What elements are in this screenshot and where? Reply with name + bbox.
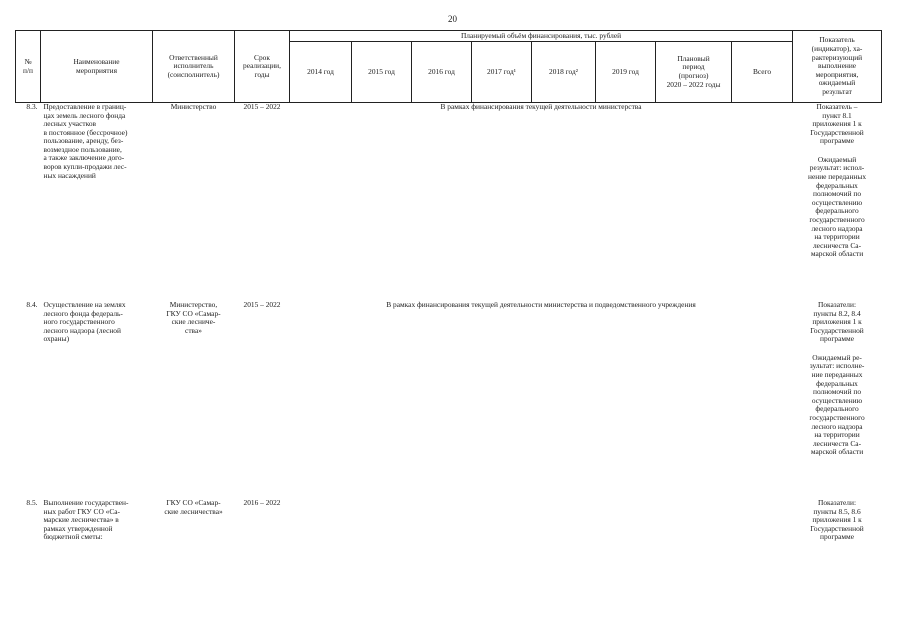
- header-num: № п/п: [16, 31, 41, 103]
- header-name: Наименование мероприятия: [41, 31, 153, 103]
- header-term: Срок реализации, годы: [235, 31, 290, 103]
- row-activity-name: Выполнение государствен- ных работ ГКУ СО «Са- марские лесничества» в рамках утвержденной бюджетной сметы:: [43, 498, 129, 542]
- row-funding: В рамках финансирования текущей деятельности министерства: [440, 102, 642, 111]
- header-plan-period: Плановый период (прогноз) 2020 – 2022 годы: [656, 42, 732, 103]
- row-responsible: ГКУ СО «Самар- ские лесничества»: [164, 498, 223, 516]
- header-year-2016: 2016 год: [412, 42, 472, 103]
- header-year-2019: 2019 год: [596, 42, 656, 103]
- row-indicator: Показатель – пункт 8.1 приложения 1 к Государственной программе Ожидаемый результат: испол- нение переданных федеральных полномочий по осуществлению федерального государственного лесного надзора на территории лесничеств Са- марской области: [808, 102, 867, 259]
- table-header: [16, 31, 882, 103]
- header-year-2017: 2017 год¹: [472, 42, 532, 103]
- header-year-2015: 2015 год: [352, 42, 412, 103]
- row-indicator: Показатели: пункты 8.2, 8.4 приложения 1 к Государственной программе Ожидаемый ре- зультат: исполне- ние переданных федеральных полномочий по осуществлению федерального государственного лесного надзора на территории лесничеств Са- марской области: [809, 300, 865, 457]
- row-number: 8.4.: [26, 300, 38, 309]
- row-activity-name: Предоставление в границ- цах земель лесного фонда лесных участков в постоянное (бессрочное) пользование, аренду, без- возмездное пользование, а также заключение дого- воров купли-продажи лес- ных насаждений: [43, 102, 128, 180]
- row-term: 2016 – 2022: [243, 498, 281, 507]
- row-number: 8.3.: [26, 102, 38, 111]
- page-number: 20: [448, 14, 457, 24]
- row-funding: [290, 499, 793, 609]
- row-term: 2015 – 2022: [243, 300, 281, 309]
- header-year-2018: 2018 год²: [532, 42, 596, 103]
- program-activities-table: [15, 30, 882, 609]
- header-total: Всего: [732, 42, 793, 103]
- row-responsible: Министерство: [170, 102, 217, 111]
- table-row: [16, 301, 882, 499]
- header-year-2014: 2014 год: [290, 42, 352, 103]
- row-term: 2015 – 2022: [243, 102, 281, 111]
- table-row: [16, 103, 882, 302]
- row-indicator: Показатели: пункты 8.5, 8.6 приложения 1 к Государственной программе: [810, 498, 864, 542]
- row-number: 8.5.: [26, 498, 38, 507]
- row-funding: В рамках финансирования текущей деятельности министерства и подведомственного учреждения: [386, 300, 696, 309]
- table-row: [16, 499, 882, 609]
- header-responsible: Ответственный исполнитель (соисполнитель): [153, 31, 235, 103]
- header-indicator: Показатель (индикатор), ха- рактеризующий выполнение мероприятия, ожидаемый результат: [793, 31, 882, 103]
- row-responsible: Министерство, ГКУ СО «Самар- ские лесниче- ства»: [166, 300, 221, 335]
- header-funding-group: Планируемый объём финансирования, тыс. рублей: [290, 31, 793, 42]
- row-activity-name: Осуществление на землях лесного фонда федераль- ного государственного лесного надзора (лесной охраны): [43, 300, 126, 344]
